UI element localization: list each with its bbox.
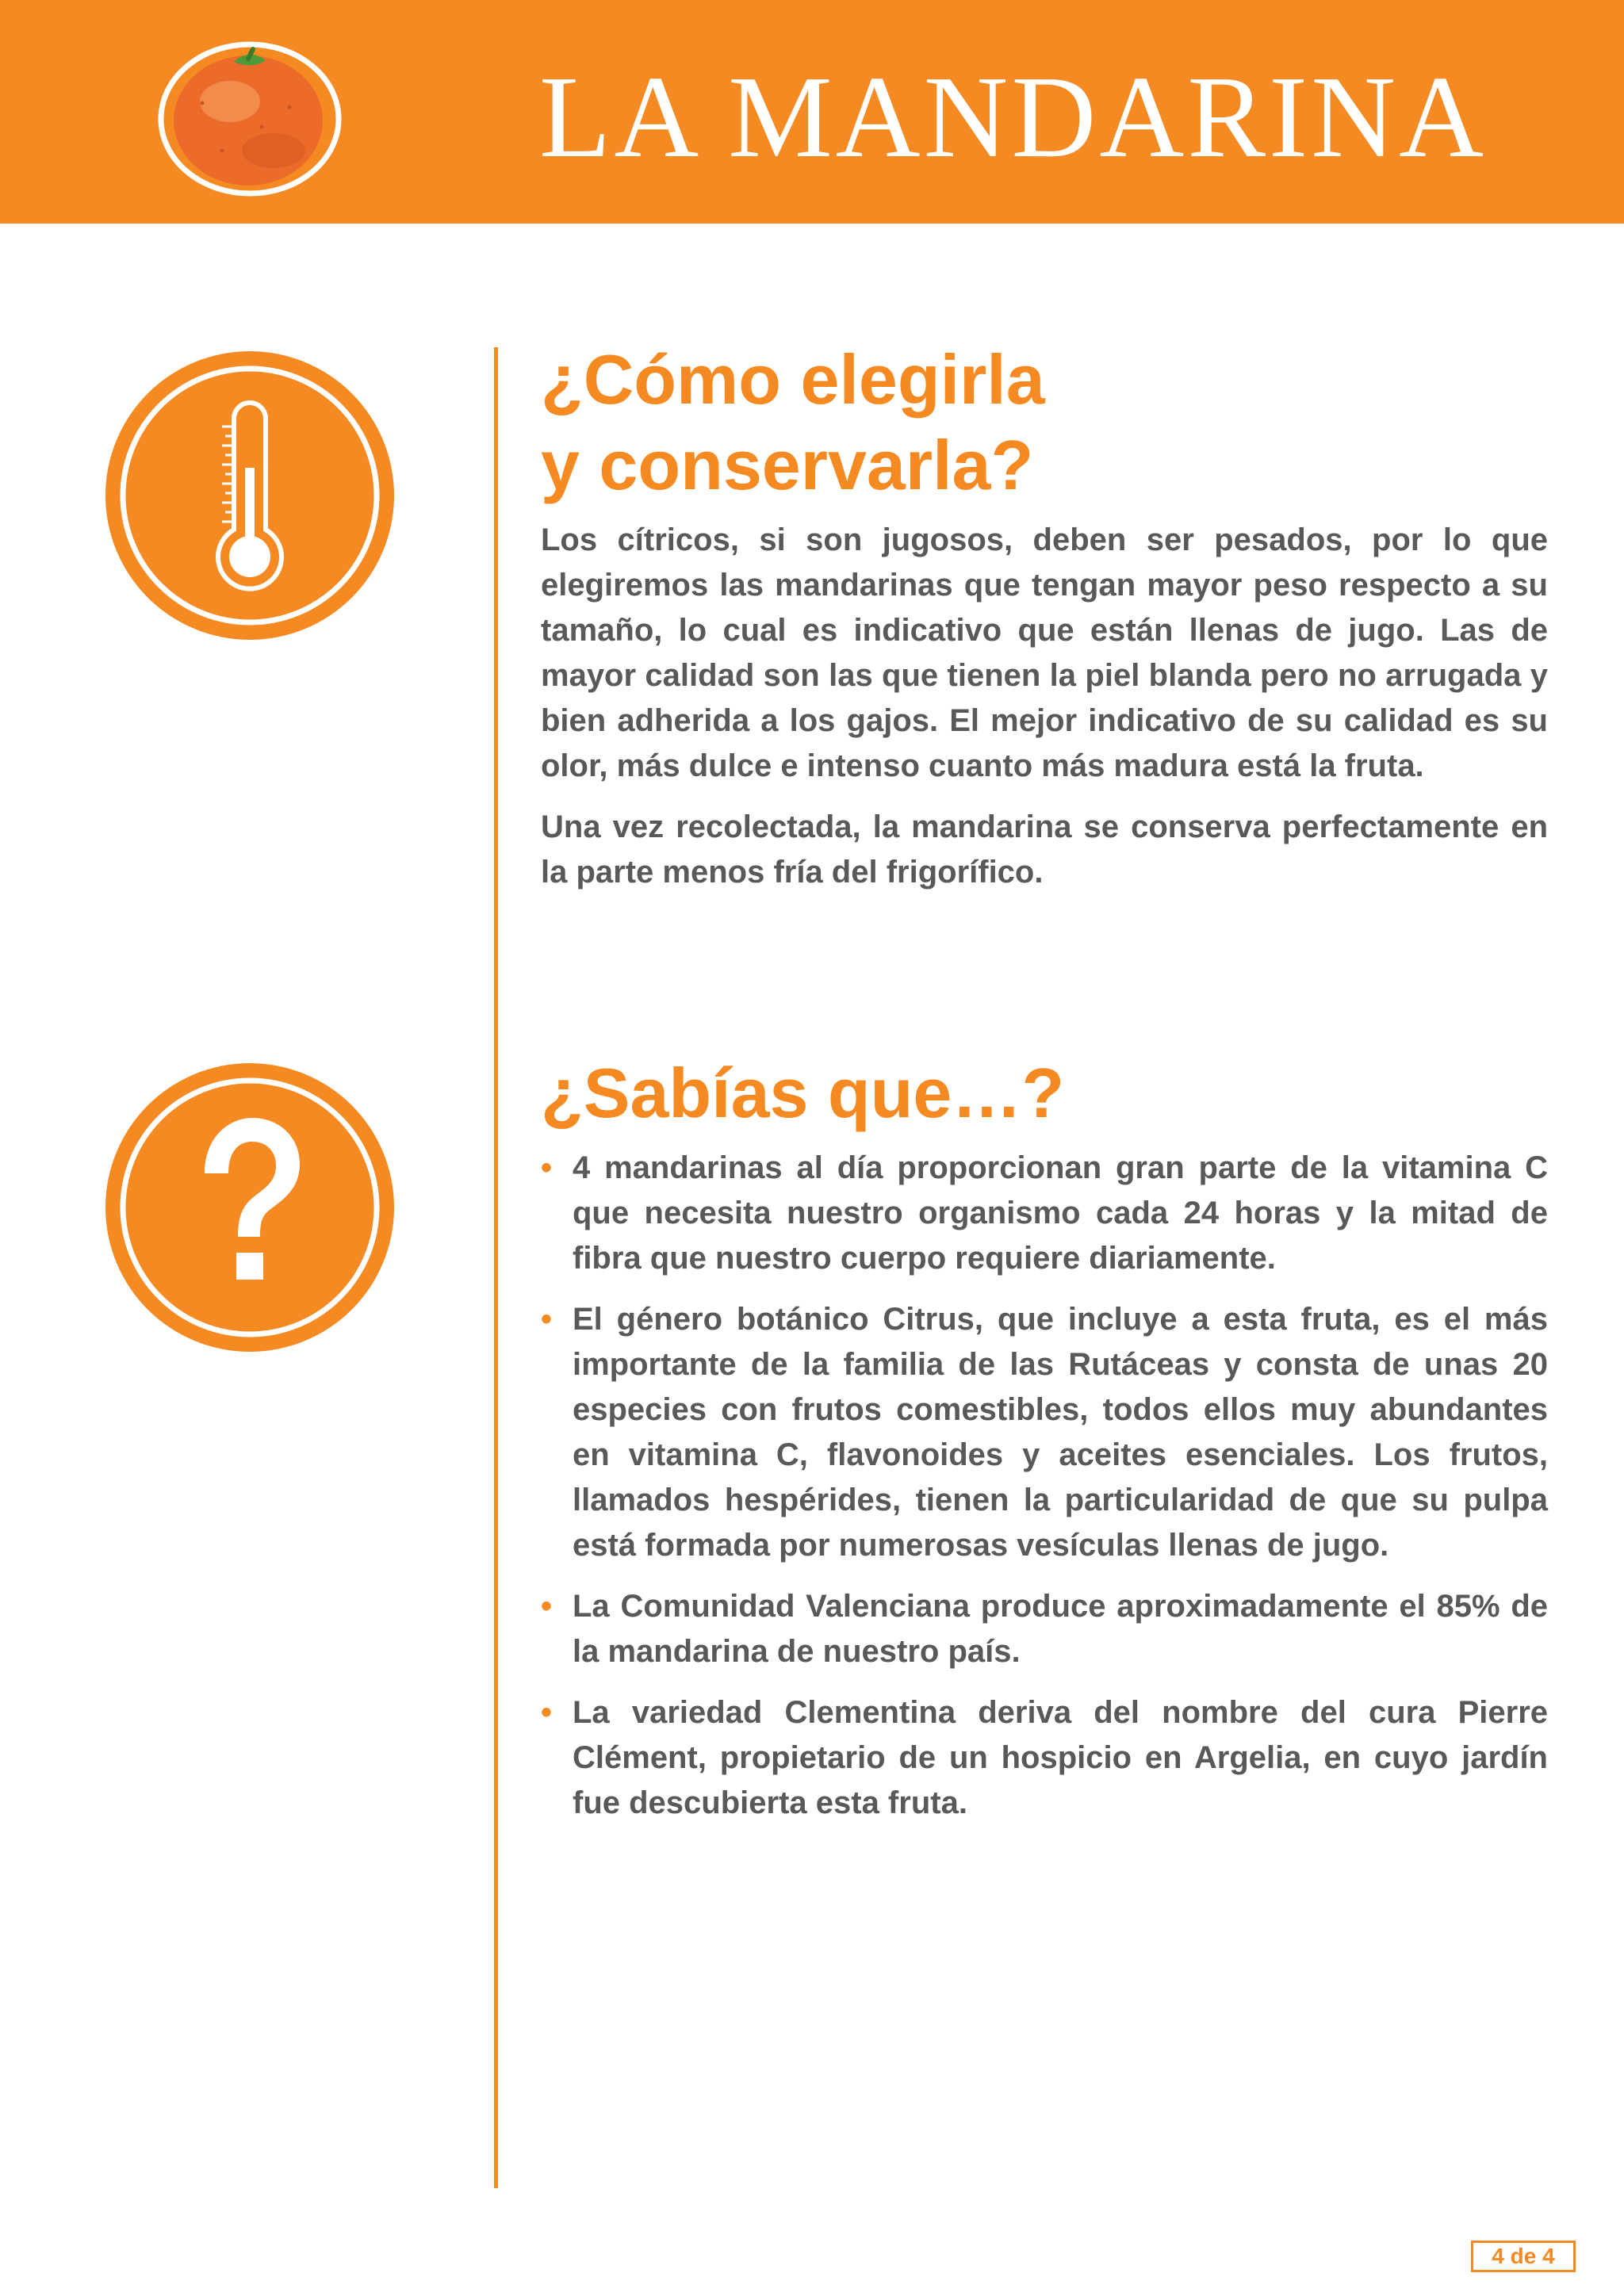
- question-mark-icon: [103, 1061, 396, 1354]
- heading-line-2: y conservarla?: [541, 426, 1034, 504]
- paragraph: Una vez recolectada, la mandarina se conserva perfectamente en la parte menos fría del frigorífico.: [541, 809, 1548, 890]
- list-item: [541, 1584, 1548, 1674]
- section-did-you-know: [541, 1050, 1548, 1842]
- bullet-text: La Comunidad Valenciana produce aproximadamente el 85% de la mandarina de nuestro país.: [573, 1589, 1548, 1669]
- page-title: LA MANDARINA: [539, 52, 1487, 182]
- bullet-dot: •: [541, 1150, 553, 1185]
- bullet-text: 4 mandarinas al día proporcionan gran parte de la vitamina C que necesita nuestro organismo cada 24 horas y la mitad de fibra que nuestro cuerpo requiere diariamente.: [573, 1150, 1548, 1276]
- bullet-dot: •: [541, 1589, 553, 1624]
- section-heading-choose: [541, 337, 1548, 508]
- bullet-text: El género botánico Citrus, que incluye a esta fruta, es el más importante de la familia de las Rutáceas y consta de unas 20 especies con frutos comestibles, todos ellos muy abundantes en vitamina C, flavonoides y aceites esenciales. Los frutos, llamados hespérides, tienen la particularidad de que su pulpa está formada por numerosas vesículas llenas de jugo.: [573, 1302, 1548, 1563]
- list-item: [541, 1146, 1548, 1281]
- header-banner: [0, 0, 1624, 224]
- paragraph: Los cítricos, si son jugosos, deben ser pesados, por lo que elegiremos las mandarinas que tengan mayor peso respecto a su tamaño, lo cual es indicativo que están llenas de jugo. Las de mayor calidad son las que tienen la piel blanda pero no arrugada y bien adherida a los gajos. El mejor indicativo de su calidad es su olor, más dulce e intenso cuanto más madura está la fruta.: [541, 522, 1548, 783]
- list-item: [541, 1690, 1548, 1826]
- vertical-divider: [494, 347, 498, 2188]
- section-how-to-choose: [541, 337, 1548, 911]
- bullet-dot: •: [541, 1302, 553, 1337]
- thermometer-icon: [103, 349, 396, 642]
- bullet-text: La variedad Clementina deriva del nombre del cura Pierre Clément, propietario de un hospicio en Argelia, en cuyo jardín fue descubierta esta fruta.: [573, 1695, 1548, 1820]
- list-item: [541, 1297, 1548, 1568]
- section-heading-did-you-know: ¿Sabías que…?: [541, 1054, 1065, 1132]
- page-number-badge: 4 de 4: [1471, 2241, 1576, 2272]
- bullet-dot: •: [541, 1695, 553, 1730]
- mandarin-logo-icon: [155, 32, 345, 198]
- heading-line-1: ¿Cómo elegirla: [541, 340, 1045, 419]
